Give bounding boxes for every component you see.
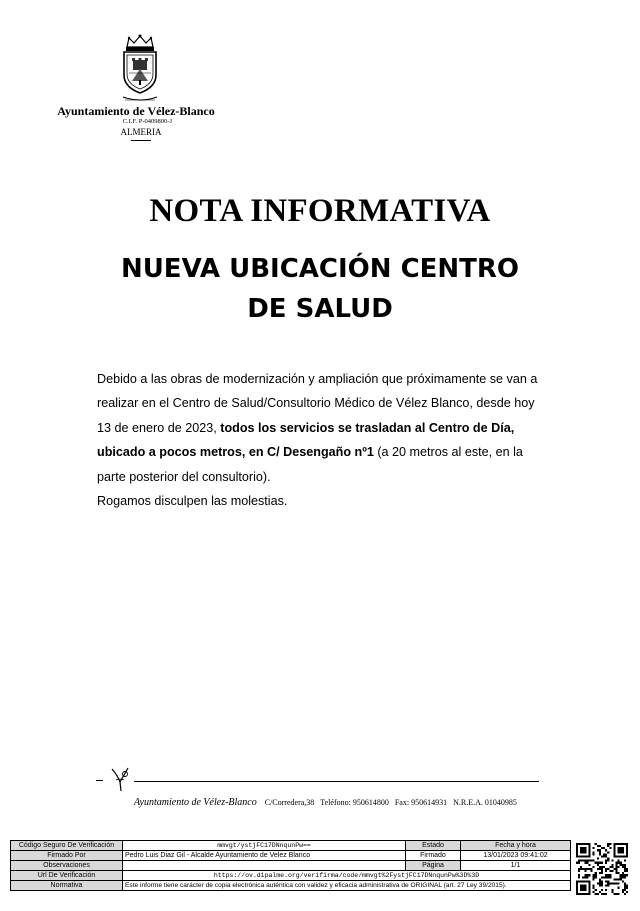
footer-org: Ayuntamiento de Vélez-Blanco	[134, 797, 257, 808]
codigo-value: mmvgt/ystjFC17DNnqunPw==	[123, 841, 406, 851]
org-name: Ayuntamiento de Vélez-Blanco	[57, 104, 215, 118]
verification-url[interactable]: https://ov.dipalme.org/verifirma/code/mmvgt%2FystjFC17DNnqunPw%3D%3D	[123, 871, 571, 881]
page-subtitle	[0, 249, 640, 329]
footer-dash	[96, 780, 103, 781]
org-province: ALMERIA	[120, 127, 162, 137]
pagina-label: Página	[406, 861, 461, 871]
firmado-value: Pedro Luis Diaz Gil - Alcalde Ayuntamiento de Velez Blanco	[123, 851, 406, 861]
url-label: Url De Verificación	[11, 871, 123, 881]
firmado-label: Firmado Por	[11, 851, 123, 861]
footer-address: C/Corredera,38	[264, 798, 315, 807]
footer-phone: Teléfono: 950614800	[320, 798, 389, 807]
notice-paragraph	[97, 367, 549, 489]
text-run: Debido a las obras de modernización y ampliación que próximamente se van a realizar en el Centro de Salud/Consultorio Médico de Vélez Blanco, desde hoy 13 de enero de 2023,	[97, 372, 538, 435]
fecha-value: 13/01/2023 09:41:02	[461, 851, 571, 861]
codigo-label: Código Seguro De Verificación	[11, 841, 123, 851]
notice-body	[97, 367, 549, 513]
verification-table	[10, 840, 571, 891]
bold-text-run: todos los servicios se trasladan al Centro de Día, ubicado a pocos metros, en C/ Desengaño nº1	[97, 420, 515, 460]
estado-label: Estado	[406, 841, 461, 851]
coat-of-arms-icon	[117, 33, 163, 105]
observaciones-value	[123, 861, 406, 871]
subtitle-line: DE SALUD	[247, 294, 393, 324]
table-row	[11, 871, 571, 881]
observaciones-label: Observaciones	[11, 861, 123, 871]
fecha-label: Fecha y hora	[461, 841, 571, 851]
header-rule	[131, 140, 151, 141]
footer-contact-line	[134, 797, 517, 808]
table-row	[11, 881, 571, 891]
table-row	[11, 851, 571, 861]
footer-fax: Fax: 950614931	[394, 798, 448, 807]
table-row	[11, 841, 571, 851]
text-run: (a 20 metros al este, en la parte posterior del consultorio).	[97, 445, 523, 484]
qr-code-icon	[576, 843, 628, 895]
subtitle-line: NUEVA UBICACIÓN CENTRO	[120, 254, 520, 284]
normativa-label: Normativa	[11, 881, 123, 891]
footer-nrea: N.R.E.A. 01040985	[453, 798, 517, 807]
footer-rule	[134, 781, 539, 782]
normativa-value: Este informe tiene carácter de copia electrónica auténtica con validez y eficacia administrativa de ORIGINAL (art. 27 Ley 39/2015).	[123, 881, 571, 891]
closing-paragraph: Rogamos disculpen las molestias.	[97, 494, 288, 509]
signature-logo-icon	[108, 766, 134, 792]
pagina-value: 1/1	[461, 861, 571, 871]
page-title: NOTA INFORMATIVA	[149, 193, 491, 229]
org-cif: C.I.F. P-0409800-J	[122, 118, 172, 125]
table-row	[11, 861, 571, 871]
estado-value: Firmado	[406, 851, 461, 861]
